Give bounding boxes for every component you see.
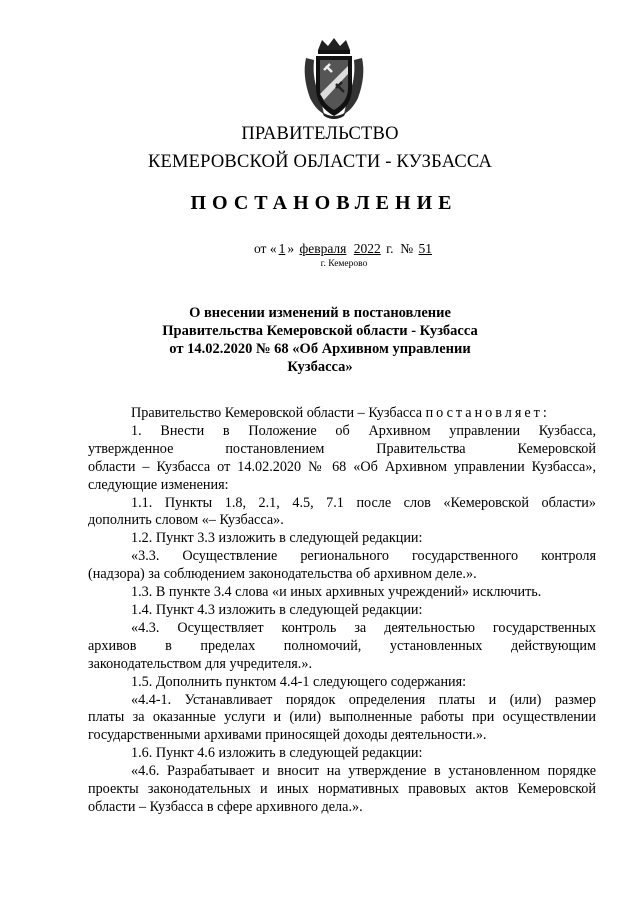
heading-line: Кузбасса» xyxy=(287,359,353,375)
body-line: области – Кузбасса в сфере архивного дела.». xyxy=(88,798,363,815)
intro-resolves: постановляет: xyxy=(425,405,550,421)
body-line: платы за оказанные услуги и (или) выполненные работы при осуществлении xyxy=(88,709,596,726)
date-prefix: от « xyxy=(253,241,277,256)
date-day: 1 xyxy=(278,241,286,256)
body-line: государственными архивами приносящей доходы деятельности.». xyxy=(88,727,487,744)
body-line: «4.3. Осуществляет контроль за деятельностью государственных xyxy=(131,619,596,636)
document-type-title: ПОСТАНОВЛЕНИЕ xyxy=(190,192,458,214)
body-line: 1.6. Пункт 4.6 изложить в следующей редакции: xyxy=(131,745,423,762)
date-year-suffix: г. xyxy=(386,241,394,256)
document-date-line xyxy=(0,241,640,257)
body-line: следующие изменения: xyxy=(88,476,229,493)
document-heading xyxy=(80,304,560,376)
document-number: 51 xyxy=(418,241,433,256)
date-year: 2022 xyxy=(353,241,381,256)
government-name-line1: ПРАВИТЕЛЬСТВО xyxy=(241,124,399,144)
body-line: архивов в пределах полномочий, установленных действующим xyxy=(88,637,596,654)
body-line: 1. Внести в Положение об Архивном управлении Кузбасса, xyxy=(131,422,596,439)
body-line: законодательством для учредителя.». xyxy=(88,655,312,672)
date-close-quote: » xyxy=(287,241,295,256)
government-name-line2: КЕМЕРОВСКОЙ ОБЛАСТИ - КУЗБАССА xyxy=(147,152,493,172)
body-line: «4.4-1. Устанавливает порядок определения платы и (или) размер xyxy=(131,691,596,708)
body-line: (надзора) за соблюдением законодательства об архивном деле.». xyxy=(88,566,477,583)
intro-text: Правительство Кемеровской области – Кузбасса xyxy=(131,405,423,421)
heading-line: Правительства Кемеровской области - Кузбасса xyxy=(162,323,478,339)
body-line: проекты законодательных и иных нормативных правовых актов Кемеровской xyxy=(88,781,596,798)
body-line: 1.4. Пункт 4.3 изложить в следующей редакции: xyxy=(131,601,423,618)
body-line: 1.3. В пункте 3.4 слова «и иных архивных учреждений» исключить. xyxy=(131,584,542,601)
heading-line: О внесении изменений в постановление xyxy=(189,305,451,321)
body-line: дополнить словом «– Кузбасса». xyxy=(88,512,284,529)
body-line: области – Кузбасса от 14.02.2020 № 68 «Об Архивном управлении Кузбасса», xyxy=(88,458,596,475)
date-month: февраля xyxy=(299,241,347,256)
document-body xyxy=(88,405,596,817)
number-sign: № xyxy=(400,241,414,256)
body-line: «4.6. Разрабатывает и вносит на утверждение в установленном порядке xyxy=(131,763,596,780)
body-line: 1.2. Пункт 3.3 изложить в следующей редакции: xyxy=(131,530,423,547)
intro-line xyxy=(88,405,596,423)
body-line: «3.3. Осуществление регионального государственного контроля xyxy=(131,548,596,565)
coat-of-arms-icon xyxy=(300,36,368,120)
body-line: 1.1. Пункты 1.8, 2.1, 4.5, 7.1 после слов «Кемеровской области» xyxy=(131,494,596,511)
body-line: утвержденное постановлением Правительства Кемеровской xyxy=(88,440,596,457)
body-line: 1.5. Дополнить пунктом 4.4-1 следующего содержания: xyxy=(131,673,467,690)
document-city: г. Кемерово xyxy=(320,259,368,269)
heading-line: от 14.02.2020 № 68 «Об Архивном управлении xyxy=(169,341,471,357)
